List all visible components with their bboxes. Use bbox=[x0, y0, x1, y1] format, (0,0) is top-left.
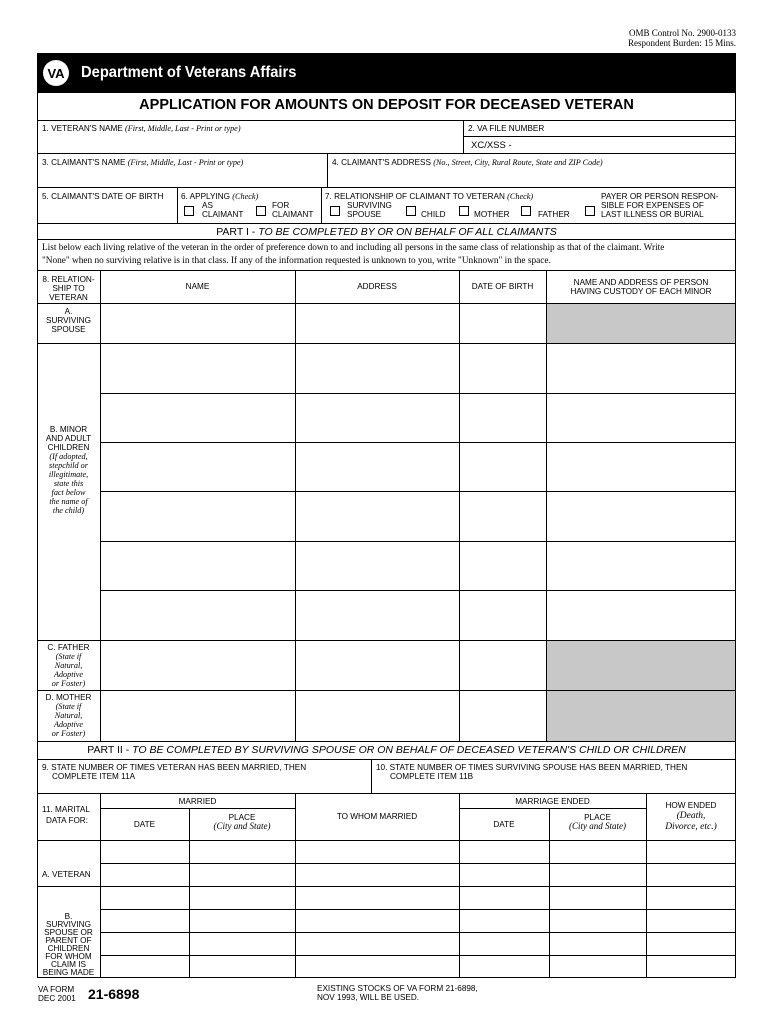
claimant-address-field[interactable] bbox=[330, 168, 733, 186]
applying-for-claimant-label: FOR CLAIMANT bbox=[272, 201, 314, 219]
existing-stocks-note: EXISTING STOCKS OF VA FORM 21-6898, NOV 1993, WILL BE USED. bbox=[317, 984, 478, 1002]
form-title: APPLICATION FOR AMOUNTS ON DEPOSIT FOR DECEASED VETERAN bbox=[139, 97, 634, 113]
agency-banner bbox=[37, 53, 736, 93]
va-logo-icon bbox=[41, 58, 77, 88]
row-spouse-parent-label: B. SURVIVING SPOUSE OR PARENT OF CHILDREN FOR WHOM CLAIM IS BEING MADE bbox=[42, 912, 95, 977]
item9-label: 9. STATE NUMBER OF TIMES VETERAN HAS BEEN MARRIED, THEN COMPLETE ITEM 11A bbox=[42, 763, 307, 781]
col-dob-header: DATE OF BIRTH bbox=[471, 282, 534, 291]
applying-label: 6. APPLYING (Check) bbox=[181, 192, 259, 201]
to-whom-married-header: TO WHOM MARRIED bbox=[336, 812, 418, 821]
claimant-address-label: 4. CLAIMANT'S ADDRESS (No., Street, City, Rural Route, State and ZIP Code) bbox=[332, 158, 603, 167]
col-relationship-header: 8. RELATION- SHIP TO VETERAN bbox=[42, 275, 95, 302]
form-frame bbox=[37, 92, 736, 978]
va-file-number-field[interactable]: XC/XSS - bbox=[471, 140, 512, 151]
applying-as-claimant-checkbox[interactable] bbox=[184, 206, 194, 216]
row-surviving-spouse-label: A. SURVIVING SPOUSE bbox=[46, 307, 91, 334]
veteran-name-field[interactable] bbox=[40, 134, 460, 152]
part2-heading: PART II - TO BE COMPLETED BY SURVIVING SPOUSE OR ON BEHALF OF DECEASED VETERAN'S CHILD OR CHILDREN bbox=[87, 744, 686, 756]
relationship-spouse-label: SURVIVING SPOUSE bbox=[347, 201, 392, 219]
claimant-name-field[interactable] bbox=[40, 168, 324, 186]
col-name-header: NAME bbox=[185, 282, 210, 291]
relationship-payer-label: PAYER OR PERSON RESPON- SIBLE FOR EXPENSES OF LAST ILLNESS OR BURIAL bbox=[601, 192, 719, 219]
custody-cell-father-shaded bbox=[547, 641, 735, 690]
applying-as-claimant-label: AS CLAIMANT bbox=[202, 201, 244, 219]
applying-for-claimant-checkbox[interactable] bbox=[256, 206, 266, 216]
ended-date-header: DATE bbox=[493, 820, 515, 829]
form-version: VA FORM DEC 2001 bbox=[38, 985, 76, 1003]
row-veteran-label: A. VETERAN bbox=[42, 870, 91, 879]
row-father-label: C. FATHER (State if Natural, Adoptive or Foster) bbox=[47, 643, 90, 688]
relationship-label: 7. RELATIONSHIP OF CLAIMANT TO VETERAN (Check) bbox=[325, 192, 534, 201]
respondent-burden: Respondent Burden: 15 Mins. bbox=[628, 38, 736, 48]
how-ended-header: HOW ENDED (Death, Divorce, etc.) bbox=[665, 801, 717, 832]
custody-cell-mother-shaded bbox=[547, 691, 735, 741]
row-children-label: B. MINOR AND ADULT CHILDREN (If adopted, stepchild or illegitimate, state this fact below the name of the child) bbox=[45, 425, 92, 515]
row-mother-label: D. MOTHER (State if Natural, Adoptive or Foster) bbox=[45, 693, 92, 738]
col-address-header: ADDRESS bbox=[357, 282, 397, 291]
part1-instructions: List below each living relative of the veteran in the order of preference down to and including all persons in the same class of relationship as that of the claimant. Write "None" when no surviving relative is in that class. If any of the information requested is unknown to you, write "Unknown" in the space. bbox=[42, 243, 665, 266]
part1-heading: PART I - TO BE COMPLETED BY OR ON BEHALF OF ALL CLAIMANTS bbox=[216, 226, 557, 238]
svg-text:VA: VA bbox=[47, 66, 65, 81]
form-number: 21-6898 bbox=[88, 986, 140, 1002]
spouse-address-field[interactable] bbox=[296, 304, 459, 343]
married-header: MARRIED bbox=[178, 797, 217, 806]
married-date-header: DATE bbox=[133, 820, 156, 829]
omb-info bbox=[560, 28, 736, 48]
va-file-number-label: 2. VA FILE NUMBER bbox=[468, 124, 545, 133]
relationship-father-label: FATHER bbox=[538, 210, 570, 219]
ended-place-header: PLACE (City and State) bbox=[569, 813, 626, 831]
col-custody-header: NAME AND ADDRESS OF PERSON HAVING CUSTODY OF EACH MINOR bbox=[570, 278, 712, 296]
item10-label: 10. STATE NUMBER OF TIMES SURVIVING SPOUSE HAS BEEN MARRIED, THEN COMPLETE ITEM 11B bbox=[376, 763, 688, 781]
custody-cell-spouse-shaded bbox=[547, 304, 735, 343]
married-place-header: PLACE (City and State) bbox=[213, 813, 271, 831]
claimant-name-label: 3. CLAIMANT'S NAME (First, Middle, Last - Print or type) bbox=[42, 158, 244, 167]
spouse-name-field[interactable] bbox=[101, 304, 295, 343]
relationship-spouse-checkbox[interactable] bbox=[330, 206, 340, 216]
veteran-name-label: 1. VETERAN'S NAME (First, Middle, Last - Print or type) bbox=[42, 124, 241, 133]
agency-name: Department of Veterans Affairs bbox=[81, 64, 297, 81]
omb-control-number: OMB Control No. 2900-0133 bbox=[628, 28, 736, 38]
marriage-ended-header: MARRIAGE ENDED bbox=[515, 797, 590, 806]
relationship-child-label: CHILD bbox=[421, 210, 446, 219]
relationship-father-checkbox[interactable] bbox=[521, 206, 531, 216]
spouse-dob-field[interactable] bbox=[460, 304, 546, 343]
claimant-dob-label: 5. CLAIMANT'S DATE OF BIRTH bbox=[42, 192, 164, 201]
relationship-mother-checkbox[interactable] bbox=[459, 206, 469, 216]
relationship-child-checkbox[interactable] bbox=[406, 206, 416, 216]
relationship-mother-label: MOTHER bbox=[474, 210, 510, 219]
relationship-payer-checkbox[interactable] bbox=[585, 206, 595, 216]
marital-data-label: 11. MARITAL DATA FOR: bbox=[42, 805, 90, 825]
